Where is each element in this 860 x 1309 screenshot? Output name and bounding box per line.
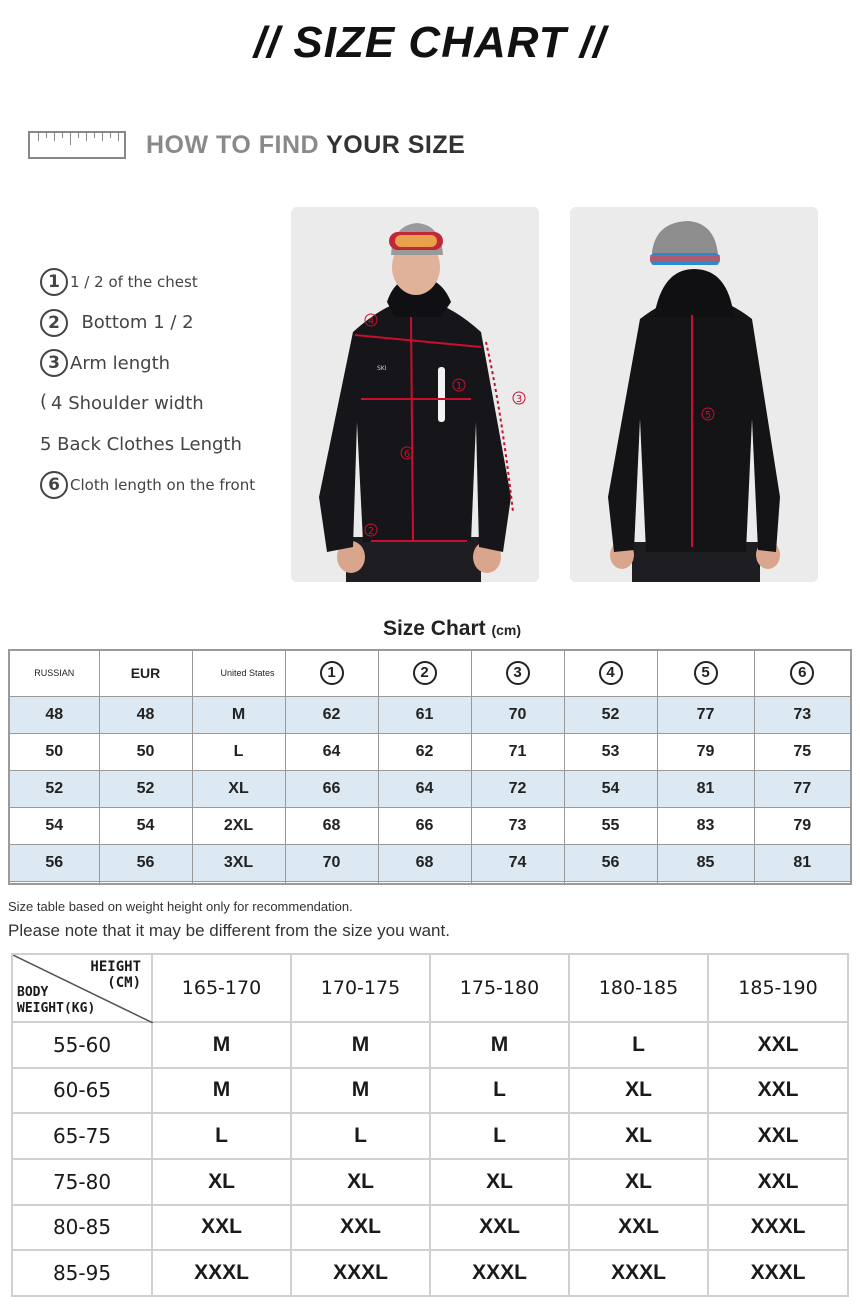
circled-number-6: 6 bbox=[40, 471, 68, 499]
circled-number-6: 6 bbox=[790, 661, 814, 685]
size-cell: XL bbox=[152, 1159, 291, 1205]
cell bbox=[378, 881, 471, 884]
weight-unit-label bbox=[17, 985, 95, 1017]
weight-height-table bbox=[11, 953, 849, 1297]
how-to-label: HOW TO FIND bbox=[146, 130, 327, 159]
size-cell: M bbox=[152, 1068, 291, 1114]
legend-item-back-length bbox=[40, 424, 255, 465]
cell: 62 bbox=[378, 733, 471, 770]
size-cell: XL bbox=[569, 1068, 708, 1114]
height-header: 180-185 bbox=[569, 954, 708, 1022]
height-header: 170-175 bbox=[291, 954, 430, 1022]
body-label: BODY bbox=[17, 985, 49, 1000]
table-row bbox=[9, 844, 851, 881]
legend-item-bottom bbox=[40, 303, 255, 344]
size-cell: XL bbox=[569, 1113, 708, 1159]
cell bbox=[754, 881, 851, 884]
table-row-empty bbox=[9, 881, 851, 884]
svg-text:SKI: SKI bbox=[377, 365, 387, 372]
photo-label-4: 4 bbox=[367, 316, 375, 327]
cell bbox=[285, 881, 378, 884]
cell: 74 bbox=[471, 844, 564, 881]
size-cell: XXL bbox=[708, 1113, 848, 1159]
circled-number-2: 2 bbox=[40, 309, 68, 337]
cell: M bbox=[192, 696, 285, 733]
size-cell: XXL bbox=[708, 1022, 848, 1068]
size-cell: XXXL bbox=[152, 1250, 291, 1296]
circled-number-2: 2 bbox=[413, 661, 437, 685]
cell: 52 bbox=[9, 770, 99, 807]
cell: 73 bbox=[471, 807, 564, 844]
size-cell: M bbox=[430, 1022, 569, 1068]
size-chart-title bbox=[0, 617, 860, 641]
cell: 54 bbox=[564, 770, 657, 807]
cell: 48 bbox=[99, 696, 192, 733]
cell: 2XL bbox=[192, 807, 285, 844]
legend-item-front-length bbox=[40, 465, 255, 506]
weight-height-header-row bbox=[12, 954, 848, 1022]
size-cell: M bbox=[291, 1068, 430, 1114]
height-header: 165-170 bbox=[152, 954, 291, 1022]
measurement-legend bbox=[40, 262, 255, 505]
cell: 66 bbox=[378, 807, 471, 844]
size-cell: XXL bbox=[708, 1159, 848, 1205]
table-row bbox=[12, 1250, 848, 1296]
size-cell: XXXL bbox=[569, 1250, 708, 1296]
weight-kg-label: WEIGHT(KG) bbox=[17, 1001, 96, 1016]
weight-cell: 55-60 bbox=[12, 1022, 152, 1068]
legend-item-arm bbox=[40, 343, 255, 384]
cell: 61 bbox=[378, 696, 471, 733]
photo-label-2: 2 bbox=[367, 526, 375, 537]
cell: 55 bbox=[564, 807, 657, 844]
cell: 54 bbox=[99, 807, 192, 844]
size-cell: L bbox=[430, 1113, 569, 1159]
cell: 81 bbox=[657, 770, 754, 807]
jacket-back-photo bbox=[570, 207, 818, 582]
cell: 50 bbox=[9, 733, 99, 770]
legend-item-shoulder bbox=[40, 384, 255, 425]
legend-label: 5 Back Clothes Length bbox=[40, 433, 242, 455]
size-chart-unit: (cm) bbox=[491, 622, 522, 638]
legend-label: Arm length bbox=[70, 352, 171, 374]
cell bbox=[657, 881, 754, 884]
size-cell: XXL bbox=[152, 1205, 291, 1251]
height-label: HEIGHT bbox=[90, 959, 141, 975]
size-cell: XXL bbox=[291, 1205, 430, 1251]
photo-label-6: 6 bbox=[403, 449, 411, 460]
header-russian: RUSSIAN bbox=[9, 650, 99, 696]
cell bbox=[192, 881, 285, 884]
size-cell: XXL bbox=[708, 1068, 848, 1114]
size-cell: XXXL bbox=[291, 1250, 430, 1296]
cell: 73 bbox=[754, 696, 851, 733]
size-cell: L bbox=[152, 1113, 291, 1159]
size-chart-table bbox=[8, 649, 852, 885]
cell: 85 bbox=[657, 844, 754, 881]
height-header: 185-190 bbox=[708, 954, 848, 1022]
cell bbox=[99, 881, 192, 884]
height-header: 175-180 bbox=[430, 954, 569, 1022]
height-unit-label bbox=[90, 959, 141, 991]
table-row bbox=[12, 1159, 848, 1205]
corner-cell bbox=[12, 954, 152, 1022]
size-cell: XXXL bbox=[430, 1250, 569, 1296]
cell: 56 bbox=[9, 844, 99, 881]
size-cell: L bbox=[569, 1022, 708, 1068]
ruler-icon bbox=[28, 131, 126, 159]
weight-cell: 85-95 bbox=[12, 1250, 152, 1296]
cell: 48 bbox=[9, 696, 99, 733]
page-title: // SIZE CHART // bbox=[253, 18, 607, 67]
size-cell: XL bbox=[291, 1159, 430, 1205]
cm-label: (CM) bbox=[107, 975, 141, 991]
size-cell: L bbox=[430, 1068, 569, 1114]
weight-cell: 75-80 bbox=[12, 1159, 152, 1205]
cell: 77 bbox=[754, 770, 851, 807]
photo-label-5: 5 bbox=[704, 410, 712, 421]
circled-number-1: 1 bbox=[40, 268, 68, 296]
table-row bbox=[9, 696, 851, 733]
cell: 56 bbox=[99, 844, 192, 881]
header-us: United States bbox=[192, 650, 285, 696]
cell: 64 bbox=[378, 770, 471, 807]
cell: 64 bbox=[285, 733, 378, 770]
size-chart-title-text: Size Chart bbox=[382, 617, 486, 640]
table-row bbox=[12, 1205, 848, 1251]
cell: L bbox=[192, 733, 285, 770]
cell: 50 bbox=[99, 733, 192, 770]
cell: 77 bbox=[657, 696, 754, 733]
circled-number-3: 3 bbox=[506, 661, 530, 685]
cell: 70 bbox=[285, 844, 378, 881]
cell: XL bbox=[192, 770, 285, 807]
cell: 54 bbox=[9, 807, 99, 844]
table-row bbox=[9, 770, 851, 807]
cell bbox=[471, 881, 564, 884]
cell: 3XL bbox=[192, 844, 285, 881]
legend-label: Bottom 1 / 2 bbox=[70, 312, 194, 334]
recommendation-note: Size table based on weight height only for recommendation. bbox=[8, 899, 353, 914]
legend-label: Cloth length on the front bbox=[70, 475, 256, 494]
cell: 56 bbox=[564, 844, 657, 881]
table-row bbox=[9, 733, 851, 770]
bracket-glyph: ( bbox=[40, 390, 48, 412]
cell: 62 bbox=[285, 696, 378, 733]
cell: 68 bbox=[285, 807, 378, 844]
cell bbox=[9, 881, 99, 884]
cell: 71 bbox=[471, 733, 564, 770]
cell: 75 bbox=[754, 733, 851, 770]
jacket-front-photo bbox=[291, 207, 539, 582]
table-row bbox=[9, 807, 851, 844]
cell: 79 bbox=[657, 733, 754, 770]
circled-number-5: 5 bbox=[694, 661, 718, 685]
cell: 66 bbox=[285, 770, 378, 807]
size-cell: XL bbox=[569, 1159, 708, 1205]
size-cell: XXL bbox=[430, 1205, 569, 1251]
size-chart-header-row bbox=[9, 650, 851, 696]
jacket-front-illustration bbox=[291, 207, 539, 582]
table-row bbox=[12, 1113, 848, 1159]
size-cell: M bbox=[291, 1022, 430, 1068]
cell: 81 bbox=[754, 844, 851, 881]
how-to-find-size-heading bbox=[28, 128, 465, 162]
legend-label: 4 Shoulder width bbox=[51, 393, 204, 415]
cell: 52 bbox=[99, 770, 192, 807]
cell: 68 bbox=[378, 844, 471, 881]
cell: 72 bbox=[471, 770, 564, 807]
size-cell: XXXL bbox=[708, 1205, 848, 1251]
circled-number-1: 1 bbox=[320, 661, 344, 685]
size-difference-note: Please note that it may be different from the size you want. bbox=[8, 921, 450, 940]
size-cell: L bbox=[291, 1113, 430, 1159]
size-cell: XL bbox=[430, 1159, 569, 1205]
weight-cell: 80-85 bbox=[12, 1205, 152, 1251]
photo-label-1: 1 bbox=[455, 381, 463, 392]
size-cell: XXXL bbox=[708, 1250, 848, 1296]
cell: 53 bbox=[564, 733, 657, 770]
table-row bbox=[12, 1068, 848, 1114]
cell: 79 bbox=[754, 807, 851, 844]
size-cell: M bbox=[152, 1022, 291, 1068]
header-eur: EUR bbox=[99, 650, 192, 696]
size-cell: XXL bbox=[569, 1205, 708, 1251]
cell bbox=[564, 881, 657, 884]
circled-number-4: 4 bbox=[599, 661, 623, 685]
jacket-back-illustration bbox=[570, 207, 818, 582]
weight-cell: 60-65 bbox=[12, 1068, 152, 1114]
cell: 52 bbox=[564, 696, 657, 733]
circled-number-3: 3 bbox=[40, 349, 68, 377]
cell: 83 bbox=[657, 807, 754, 844]
legend-label: 1 / 2 of the chest bbox=[70, 273, 198, 292]
photo-label-3: 3 bbox=[515, 394, 523, 405]
table-row bbox=[12, 1022, 848, 1068]
cell: 70 bbox=[471, 696, 564, 733]
weight-cell: 65-75 bbox=[12, 1113, 152, 1159]
legend-item-chest bbox=[40, 262, 255, 303]
your-size-label: YOUR SIZE bbox=[326, 130, 466, 159]
